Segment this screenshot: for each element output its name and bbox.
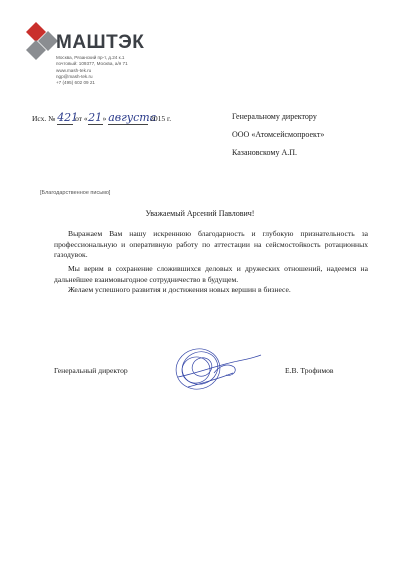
reference-from-label: от « (75, 114, 88, 123)
salutation: Уважаемый Арсений Павлович! (145, 209, 255, 218)
recipient-company: ООО «Атомсейсмопроект» (232, 130, 325, 139)
letter-body (54, 229, 368, 261)
reference-number: 421 (57, 111, 79, 124)
letter-body-continued (54, 264, 368, 296)
address-line: Москва, Рязанский пр-т, д.24 к.1 (56, 55, 125, 60)
reference-month: августа (108, 111, 157, 124)
signatory-title: Генеральный директор (54, 366, 128, 375)
body-paragraph: Желаем успешного развития и достижения новых вершин в бизнесе. (68, 285, 291, 295)
brand-name: МАШТЭК (56, 32, 145, 53)
postal-address-line: почтовый: 109377, Москва, а/я 71 (56, 61, 128, 67)
email-text: ngp@mash-tek.ru (56, 73, 93, 79)
reference-close-quote: » (102, 114, 107, 123)
body-paragraph: Мы верим в сохранение сложившихся деловых и дружеских отношений, надеемся на дальнейшее взаимовыгодное сотрудничество в будущем. (54, 264, 368, 284)
body-paragraph: Выражаем Вам нашу искреннюю благодарность и глубокую признательность за профессиональную и оперативную работу по аттестации на сейсмостойкость ротационных газодувок. (54, 229, 368, 260)
recipient-name: Казановскому А.П. (232, 148, 297, 157)
website-text: www.mash-tek.ru (56, 67, 92, 73)
reference-day: 21 (88, 111, 103, 124)
letterhead-contacts (56, 55, 128, 86)
reference-prefix: Исх. № (32, 114, 56, 123)
letter-subject: [Благодарственное письмо] (40, 190, 111, 196)
phone-text: +7 (495) 602 09 21 (56, 80, 95, 86)
handwritten-signature (158, 343, 263, 395)
recipient-position: Генеральному директору (232, 112, 317, 121)
reference-year: 2015 г. (150, 114, 172, 123)
outgoing-reference (32, 111, 171, 125)
signatory-name: Е.В. Трофимов (285, 366, 334, 375)
